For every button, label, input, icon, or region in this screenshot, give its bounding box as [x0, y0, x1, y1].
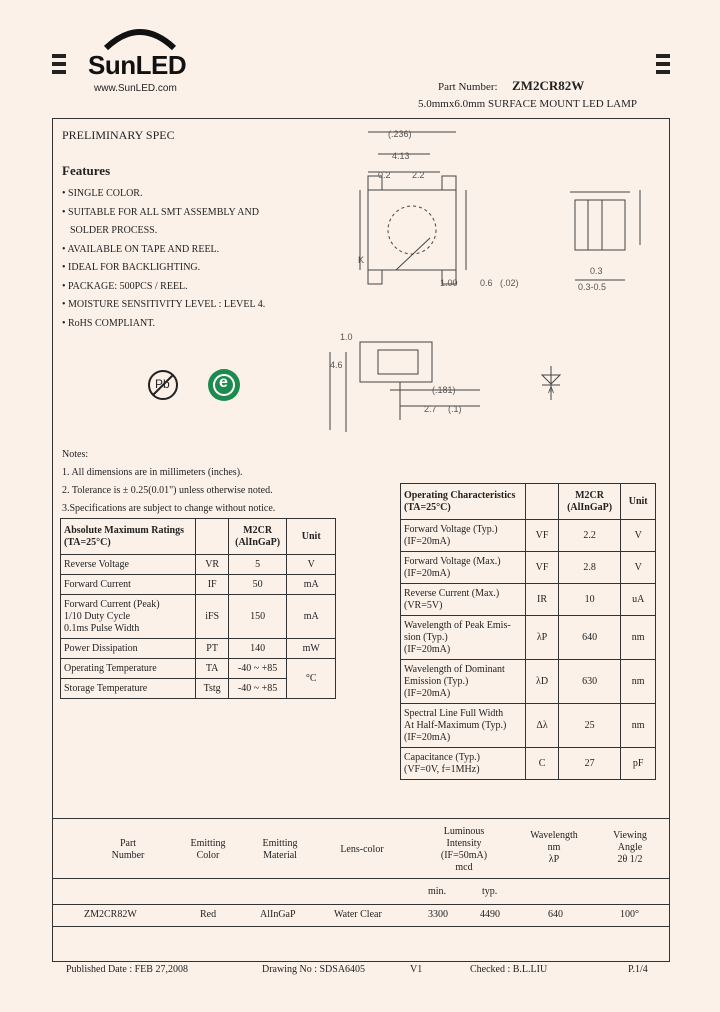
footer-version: V1 — [410, 964, 423, 975]
dim-label: 2.2 — [412, 170, 425, 180]
polarity-anode-label: A — [548, 385, 555, 395]
dim-label: 0.3 — [590, 266, 603, 276]
notes-title: Notes: — [62, 449, 89, 460]
top-view-body — [368, 190, 456, 270]
table-row: Forward Voltage (Typ.) (IF=20mA) VF 2.2 V — [401, 520, 656, 552]
divider — [52, 818, 670, 819]
bottom-pad — [360, 342, 432, 382]
features-title: Features — [62, 163, 111, 178]
list-item: SOLDER PROCESS. — [70, 225, 158, 236]
logo-arc-icon — [100, 22, 180, 52]
list-item: • IDEAL FOR BACKLIGHTING. — [62, 262, 201, 273]
header-bar-right — [656, 70, 670, 74]
footer-drawing: Drawing No : SDSA6405 — [262, 964, 366, 975]
notes — [62, 446, 275, 518]
table-row — [61, 519, 336, 555]
header-bar-left — [52, 62, 66, 66]
table-row: Forward Current IF 50 mA — [61, 575, 336, 595]
side-view-body — [575, 200, 625, 250]
footer-checked: Checked : B.L.LIU — [470, 964, 548, 975]
table-row: Operating Characteristics (TA=25°C) M2CR (AlInGaP) Unit — [401, 484, 656, 520]
rohs-e-text: e — [219, 374, 228, 391]
table-row: Reverse Current (Max.) (VR=5V) IR 10 uA — [401, 584, 656, 616]
dim-label: (.236) — [388, 129, 412, 139]
table-row: Operating Temperature TA -40 ~ +85 °C — [61, 659, 336, 679]
footer-page: P.1/4 — [628, 964, 648, 975]
list-item: • RoHS COMPLIANT. — [62, 317, 156, 329]
cathode-mark — [396, 238, 430, 270]
table-row: Forward Current (Peak) 1/10 Duty Cycle 0.1ms Pulse Width iFS 150 mA — [61, 595, 336, 639]
dim-label: 0.3-0.5 — [578, 282, 607, 292]
table-cond: (TA=25°C) — [64, 536, 111, 548]
part-number: ZM2CR82W — [512, 78, 585, 93]
divider — [52, 904, 670, 905]
pad — [442, 176, 456, 190]
col-unit: Unit — [287, 519, 336, 555]
subtitle: 5.0mmx6.0mm SURFACE MOUNT LED LAMP — [418, 98, 638, 110]
header-bar-right — [656, 54, 670, 58]
note-item: 3.Specifications are subject to change without notice. — [62, 503, 276, 514]
list-item: • SUITABLE FOR ALL SMT ASSEMBLY AND — [62, 206, 259, 218]
dim-label: 4.13 — [392, 151, 410, 161]
features-list — [62, 185, 265, 333]
table-row: Wavelength of Dominant Emission (Typ.) (IF=20mA) λD 630 nm — [401, 660, 656, 704]
min-label: min. — [428, 886, 447, 897]
pad — [368, 270, 382, 284]
col-material: (AlInGaP) — [235, 536, 281, 548]
dim-label: (.02) — [500, 278, 519, 288]
op-char-table — [400, 483, 656, 780]
note-item: 2. Tolerance is ± 0.25(0.01") unless otherwise noted. — [62, 485, 273, 496]
header-bar-right — [656, 62, 670, 66]
note-item: 1. All dimensions are in millimeters (inches). — [62, 467, 243, 478]
table-title: Absolute Maximum Ratings — [64, 524, 185, 536]
table-row: Wavelength of Peak Emis- sion (Typ.) (IF=20mA) λP 640 nm — [401, 616, 656, 660]
dim-label: 1.0 — [340, 332, 353, 342]
dim-label: (.181) — [432, 385, 456, 395]
abs-max-table — [60, 518, 336, 699]
website: www.SunLED.com — [94, 83, 177, 94]
brand-logo: SunLED — [88, 50, 187, 80]
part-number-label: Part Number: — [438, 81, 498, 93]
table-row: Power Dissipation PT 140 mW — [61, 639, 336, 659]
dim-label: 1.00 — [440, 278, 458, 288]
dim-label: (.1) — [448, 404, 462, 414]
header-bar-left — [52, 54, 66, 58]
dim-label: 0.2 — [378, 170, 391, 180]
footer-published: Published Date : FEB 27,2008 — [66, 964, 188, 975]
list-item: • SINGLE COLOR. — [62, 188, 143, 199]
pb-text: Pb — [155, 377, 170, 391]
typ-label: typ. — [482, 886, 498, 897]
dim-label: 2.7 — [424, 404, 437, 414]
dim-label: 0.6 — [480, 278, 493, 288]
table-row: Storage Temperature Tstg -40 ~ +85 — [61, 679, 336, 699]
list-item: • AVAILABLE ON TAPE AND REEL. — [62, 243, 220, 255]
header-bar-left — [52, 70, 66, 74]
divider — [52, 926, 670, 927]
selection-headers: Part Number Emitting Color Emitting Material Lens-color Luminous Intensity (IF=50mA) mcd Wavelength nm λP Viewing Angle 2θ 1/2 — [111, 826, 647, 873]
dim-label: 4.6 — [330, 360, 343, 370]
table-row: Reverse Voltage VR 5 V — [61, 555, 336, 575]
table-row: Capacitance (Typ.) (VF=0V, f=1MHz) C 27 pF — [401, 748, 656, 780]
table-row: Forward Voltage (Max.) (IF=20mA) VF 2.8 V — [401, 552, 656, 584]
lens — [388, 206, 436, 254]
prelim-label: PRELIMINARY SPEC — [62, 128, 175, 142]
list-item: • PACKAGE: 500PCS / REEL. — [62, 280, 188, 292]
col-part: M2CR — [243, 524, 273, 536]
polarity-cathode-label: K — [358, 255, 365, 265]
list-item: • MOISTURE SENSITIVITY LEVEL : LEVEL 4. — [62, 299, 266, 310]
table-row: Spectral Line Full Width At Half-Maximum (Typ.) (IF=20mA) Δλ 25 nm — [401, 704, 656, 748]
divider — [52, 878, 670, 879]
selection-row: ZM2CR82W Red AlInGaP Water Clear 3300 4490 640 100° — [84, 909, 639, 920]
